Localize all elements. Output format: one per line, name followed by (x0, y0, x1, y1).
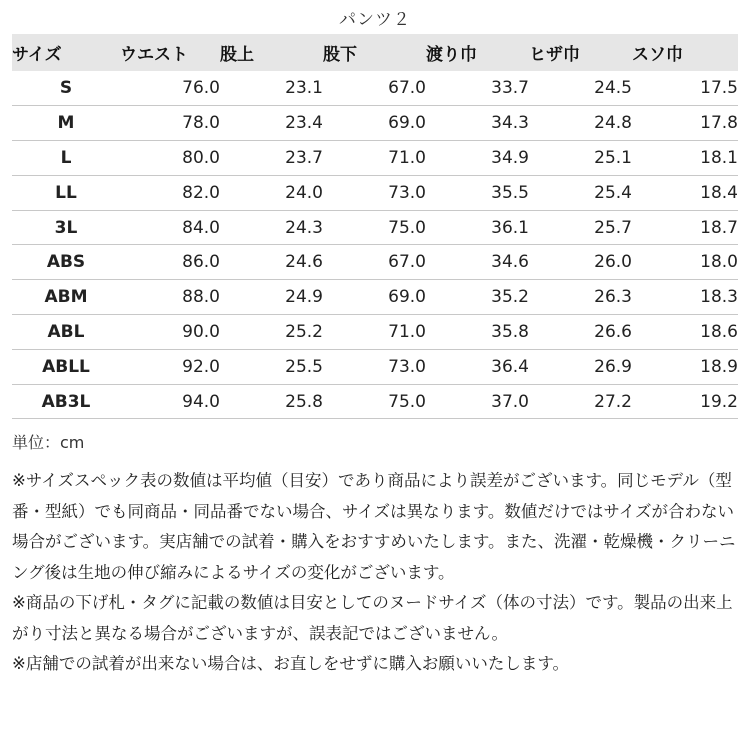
value-cell: 34.9 (491, 147, 529, 168)
value-cell: 84.0 (182, 217, 220, 238)
size-cell: LL (55, 182, 77, 203)
value-cell: 24.8 (594, 113, 632, 134)
value-cell: 73.0 (388, 356, 426, 377)
value-cell: 75.0 (388, 217, 426, 238)
value-cell: 90.0 (182, 321, 220, 342)
value-cell: 82.0 (182, 182, 220, 203)
value-cell: 17.8 (700, 113, 738, 134)
size-cell: L (60, 147, 72, 168)
value-cell: 18.0 (700, 252, 738, 273)
value-cell: 24.5 (594, 78, 632, 99)
value-cell: 76.0 (182, 78, 220, 99)
table-row (12, 245, 738, 280)
value-cell: 80.0 (182, 147, 220, 168)
value-cell: 24.9 (285, 287, 323, 308)
table-row (12, 106, 738, 141)
value-cell: 67.0 (388, 78, 426, 99)
size-cell: S (59, 78, 73, 99)
value-cell: 73.0 (388, 182, 426, 203)
value-cell: 17.5 (700, 78, 738, 99)
value-cell: 94.0 (182, 391, 220, 412)
table-row (12, 71, 738, 106)
header-inseam: 股下 (323, 45, 357, 65)
value-cell: 27.2 (594, 391, 632, 412)
value-cell: 25.4 (594, 182, 632, 203)
size-cell: ABS (46, 252, 86, 273)
value-cell: 36.1 (491, 217, 529, 238)
value-cell: 18.9 (700, 356, 738, 377)
value-cell: 35.8 (491, 321, 529, 342)
header-thigh-width: 渡り巾 (426, 45, 477, 65)
table-row (12, 384, 738, 419)
table-row (12, 315, 738, 350)
value-cell: 35.2 (491, 287, 529, 308)
value-cell: 34.3 (491, 113, 529, 134)
value-cell: 71.0 (388, 147, 426, 168)
size-table (12, 34, 738, 419)
value-cell: 36.4 (491, 356, 529, 377)
size-cell: AB3L (41, 391, 91, 412)
size-cell: ABM (44, 287, 88, 308)
value-cell: 26.0 (594, 252, 632, 273)
table-title: パンツ２ (339, 10, 411, 30)
value-cell: 25.1 (594, 147, 632, 168)
value-cell: 18.7 (700, 217, 738, 238)
value-cell: 69.0 (388, 287, 426, 308)
value-cell: 18.4 (700, 182, 738, 203)
value-cell: 37.0 (491, 391, 529, 412)
header-waist: ウエスト (120, 45, 188, 65)
header-rise: 股上 (220, 45, 254, 65)
header-size: サイズ (12, 45, 62, 65)
value-cell: 18.3 (700, 287, 738, 308)
value-cell: 25.7 (594, 217, 632, 238)
value-cell: 34.6 (491, 252, 529, 273)
size-cell: 3L (54, 217, 78, 238)
value-cell: 23.1 (285, 78, 323, 99)
size-cell: M (57, 113, 75, 134)
size-cell: ABLL (42, 356, 90, 377)
size-cell: ABL (47, 321, 85, 342)
note-3: ※店舗での試着が出来ない場合は、お直しをせずに購入お願いいたします。 (12, 654, 570, 673)
value-cell: 75.0 (388, 391, 426, 412)
value-cell: 26.9 (594, 356, 632, 377)
notes (12, 466, 742, 680)
value-cell: 24.0 (285, 182, 323, 203)
value-cell: 24.6 (285, 252, 323, 273)
table-row (12, 280, 738, 315)
value-cell: 35.5 (491, 182, 529, 203)
table-header-row (12, 34, 738, 71)
table-row (12, 175, 738, 210)
value-cell: 33.7 (491, 78, 529, 99)
value-cell: 69.0 (388, 113, 426, 134)
table-row (12, 210, 738, 245)
unit-label: 単位：cm (12, 433, 85, 452)
value-cell: 19.2 (700, 391, 738, 412)
value-cell: 88.0 (182, 287, 220, 308)
value-cell: 25.2 (285, 321, 323, 342)
value-cell: 18.6 (700, 321, 738, 342)
header-hem-width: スソ巾 (632, 45, 683, 65)
note-2: ※商品の下げ札・タグに記載の数値は目安としてのヌードサイズ（体の寸法）です。製品の出来上がり寸法と異なる場合がございますが、誤表記ではございません。 (12, 593, 733, 643)
value-cell: 23.7 (285, 147, 323, 168)
value-cell: 26.6 (594, 321, 632, 342)
note-1: ※サイズスペック表の数値は平均値（目安）であり商品により誤差がございます。同じモデル（型番・型紙）でも同商品・同品番でない場合、サイズは異なります。数値だけではサイズが合わない場合がございます。実店舗での試着・購入をおすすめいたします。また、洗濯・乾燥機・クリーニング後は生地の伸び縮みによるサイズの変化がございます。 (12, 471, 736, 582)
value-cell: 23.4 (285, 113, 323, 134)
value-cell: 92.0 (182, 356, 220, 377)
value-cell: 25.8 (285, 391, 323, 412)
value-cell: 18.1 (700, 147, 738, 168)
value-cell: 67.0 (388, 252, 426, 273)
value-cell: 86.0 (182, 252, 220, 273)
value-cell: 26.3 (594, 287, 632, 308)
value-cell: 78.0 (182, 113, 220, 134)
header-knee-width: ヒザ巾 (529, 45, 580, 65)
value-cell: 25.5 (285, 356, 323, 377)
value-cell: 71.0 (388, 321, 426, 342)
table-row (12, 141, 738, 176)
table-row (12, 349, 738, 384)
value-cell: 24.3 (285, 217, 323, 238)
